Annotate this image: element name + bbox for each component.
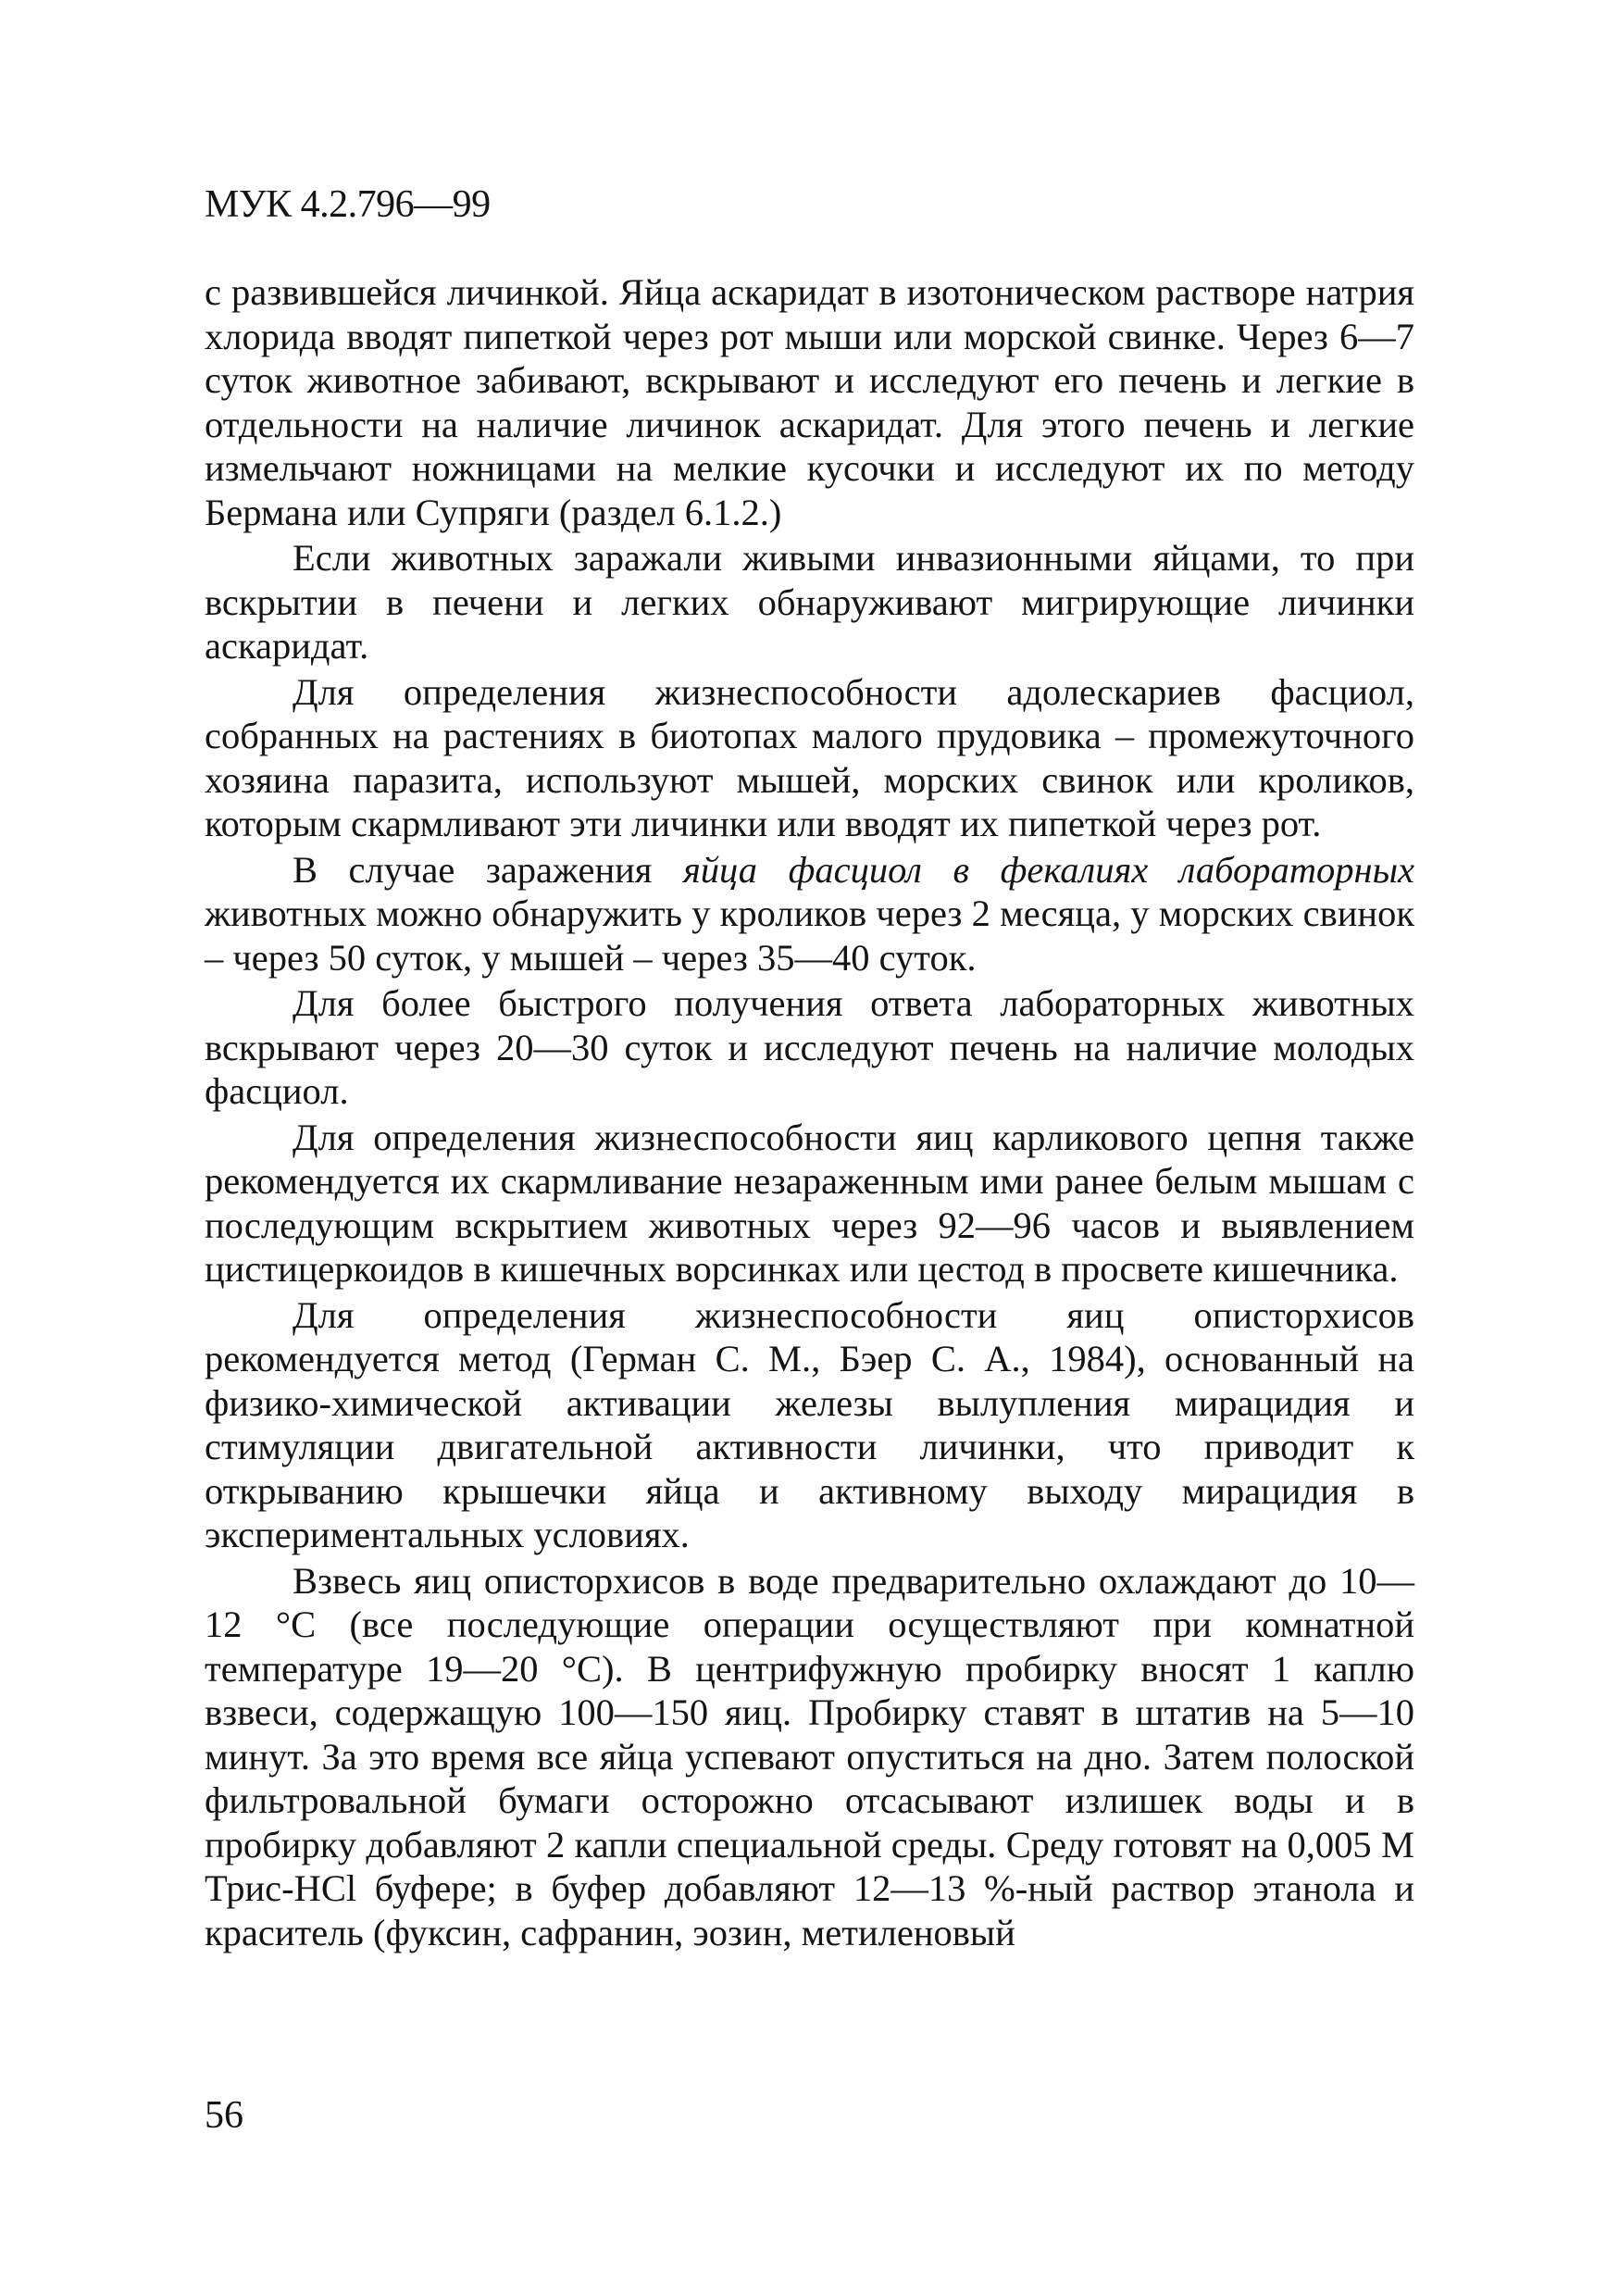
paragraph-continuation: с развившейся личинкой. Яйца аскаридат в изотоническом растворе натрия хлорида вводят пипеткой через рот мыши или морской свинке. Через 6—7 суток животное забивают, вскрывают и исследуют его печень и легкие в отдельности на наличие личинок аскаридат. Для этого печень и легкие измельчают ножницами на мелкие кусочки и исследуют их по методу Бермана или Супряги (раздел 6.1.2.) — [205, 271, 1414, 533]
paragraph-text: животных можно обнаружить у кроликов через 2 месяца, у морских свинок – через 50 суток, у мышей – через 35—40 суток. — [205, 892, 1414, 979]
paragraph: Для определения жизнеспособности адолескариев фасциол, собранных на растениях в биотопах малого прудовика – промежуточного хозяина паразита, используют мышей, морских свинок или кроликов, которым скармливают эти личинки или вводят их пипеткой через рот. — [205, 670, 1414, 844]
paragraph: Для определения жизнеспособности яиц карликового цепня также рекомендуется их скармливание незараженным ими ранее белым мышам с последующим вскрытием животных через 92—96 часов и выявлением цистицеркоидов в кишечных ворсинках или цестод в просвете кишечника. — [205, 1116, 1414, 1290]
paragraph-text: В случае заражения — [293, 848, 683, 891]
paragraph: Для определения жизнеспособности яиц описторхисов рекомендуется метод (Герман С. М., Бэер С. А., 1984), основанный на физико-химической активации железы вылупления мирацидия и стимуляции двигательной активности личинки, что приводит к открыванию крышечки яйца и активному выходу мирацидия в экспериментальных условиях. — [205, 1293, 1414, 1555]
paragraph — [205, 848, 1414, 980]
page-number: 56 — [205, 2094, 243, 2137]
emphasized-text: яйца фасциол в фекалиях лабораторных — [682, 848, 1415, 891]
body-text — [205, 270, 1414, 1954]
document-header: МУК 4.2.796—99 — [205, 183, 491, 226]
paragraph: Если животных заражали живыми инвазионными яйцами, то при вскрытии в печени и легких обнаруживают мигрирующие личинки аскаридат. — [205, 537, 1414, 667]
paragraph: Для более быстрого получения ответа лабораторных животных вскрывают через 20—30 суток и исследуют печень на наличие молодых фасциол. — [205, 982, 1414, 1112]
paragraph: Взвесь яиц описторхисов в воде предварительно охлаждают до 10—12 °С (все последующие операции осуществляют при комнатной температуре 19—20 °С). В центрифужную пробирку вносят 1 каплю взвеси, содержащую 100—150 яиц. Пробирку ставят в штатив на 5—10 минут. За это время все яйца успевают опуститься на дно. Затем полоской фильтровальной бумаги осторожно отсасывают излишек воды и в пробирку добавляют 2 капли специальной среды. Среду готовят на 0,005 М Трис-HCl буфере; в буфер добавляют 12—13 %-ный раствор этанола и краситель (фуксин, сафранин, эозин, метиленовый — [205, 1559, 1414, 1953]
